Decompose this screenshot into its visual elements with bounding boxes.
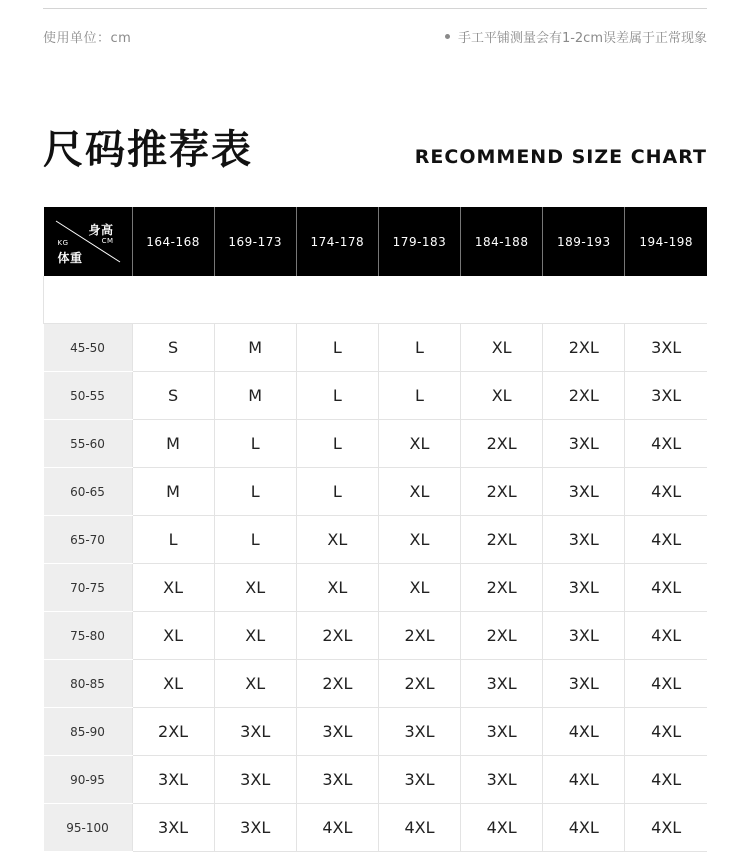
weight-range-cell: 45-50 bbox=[44, 324, 133, 372]
size-cell: S bbox=[132, 372, 214, 420]
size-cell: 3XL bbox=[543, 660, 625, 708]
size-cell: L bbox=[214, 420, 296, 468]
corner-weight-label: 体重 bbox=[57, 251, 83, 265]
table-row bbox=[44, 612, 708, 660]
size-cell: 3XL bbox=[296, 756, 378, 804]
height-column-header: 189-193 bbox=[543, 207, 625, 276]
size-cell: 2XL bbox=[296, 660, 378, 708]
size-chart-table bbox=[43, 207, 707, 852]
table-row bbox=[44, 516, 708, 564]
table-row bbox=[44, 420, 708, 468]
size-cell: XL bbox=[214, 564, 296, 612]
size-cell: XL bbox=[378, 420, 460, 468]
size-cell: L bbox=[214, 468, 296, 516]
size-cell: 2XL bbox=[461, 612, 543, 660]
size-cell: L bbox=[296, 372, 378, 420]
weight-range-cell: 85-90 bbox=[44, 708, 133, 756]
size-cell: 4XL bbox=[543, 804, 625, 852]
size-cell: 3XL bbox=[214, 756, 296, 804]
size-cell: L bbox=[132, 516, 214, 564]
size-cell: 2XL bbox=[543, 324, 625, 372]
size-cell: 4XL bbox=[625, 804, 707, 852]
size-cell: 4XL bbox=[543, 708, 625, 756]
table-row bbox=[44, 372, 708, 420]
size-cell: 4XL bbox=[625, 612, 707, 660]
size-cell: XL bbox=[461, 372, 543, 420]
size-cell: 2XL bbox=[461, 468, 543, 516]
size-cell: 3XL bbox=[132, 804, 214, 852]
size-cell: 4XL bbox=[543, 756, 625, 804]
size-cell: M bbox=[214, 324, 296, 372]
page-title-en: RECOMMEND SIZE CHART bbox=[414, 146, 707, 168]
weight-range-cell: 70-75 bbox=[44, 564, 133, 612]
weight-range-cell: 60-65 bbox=[44, 468, 133, 516]
size-cell: XL bbox=[214, 612, 296, 660]
height-column-header: 169-173 bbox=[214, 207, 296, 276]
size-cell: XL bbox=[378, 564, 460, 612]
size-cell: 4XL bbox=[625, 708, 707, 756]
size-cell: 3XL bbox=[132, 756, 214, 804]
weight-range-cell: 95-100 bbox=[44, 804, 133, 852]
height-column-header: 184-188 bbox=[461, 207, 543, 276]
table-corner-cell bbox=[44, 207, 133, 276]
unit-label: 使用单位：cm bbox=[43, 31, 132, 46]
weight-range-cell: 55-60 bbox=[44, 420, 133, 468]
size-cell: L bbox=[378, 372, 460, 420]
size-cell: 4XL bbox=[625, 660, 707, 708]
size-cell: 2XL bbox=[461, 564, 543, 612]
size-cell: 3XL bbox=[296, 708, 378, 756]
height-column-header: 174-178 bbox=[296, 207, 378, 276]
size-cell: 2XL bbox=[378, 612, 460, 660]
table-row bbox=[44, 804, 708, 852]
size-cell: 4XL bbox=[625, 516, 707, 564]
weight-range-cell: 80-85 bbox=[44, 660, 133, 708]
size-cell: 2XL bbox=[378, 660, 460, 708]
size-cell: 3XL bbox=[461, 708, 543, 756]
table-row bbox=[44, 324, 708, 372]
page-title-cn: 尺码推荐表 bbox=[43, 127, 253, 173]
measurement-note bbox=[445, 27, 707, 46]
size-cell: 3XL bbox=[461, 660, 543, 708]
corner-weight-unit: KG bbox=[57, 239, 69, 247]
weight-range-cell: 65-70 bbox=[44, 516, 133, 564]
measurement-note-text: 手工平铺测量会有1-2cm误差属于正常现象 bbox=[457, 31, 707, 46]
size-cell: XL bbox=[378, 468, 460, 516]
size-cell: M bbox=[132, 420, 214, 468]
size-cell: M bbox=[132, 468, 214, 516]
size-cell: 4XL bbox=[461, 804, 543, 852]
size-cell: M bbox=[214, 372, 296, 420]
size-cell: L bbox=[296, 468, 378, 516]
size-cell: XL bbox=[296, 564, 378, 612]
size-cell: 4XL bbox=[625, 420, 707, 468]
size-cell: 2XL bbox=[132, 708, 214, 756]
size-cell: L bbox=[296, 420, 378, 468]
size-cell: L bbox=[378, 324, 460, 372]
size-cell: 3XL bbox=[461, 756, 543, 804]
size-cell: 3XL bbox=[543, 420, 625, 468]
size-cell: 3XL bbox=[214, 804, 296, 852]
size-cell: 3XL bbox=[543, 516, 625, 564]
size-cell: 2XL bbox=[461, 420, 543, 468]
size-cell: 3XL bbox=[214, 708, 296, 756]
height-column-header: 164-168 bbox=[132, 207, 214, 276]
bullet-dot-icon bbox=[445, 34, 450, 39]
size-cell: 3XL bbox=[543, 612, 625, 660]
size-cell: 4XL bbox=[378, 804, 460, 852]
size-cell: 3XL bbox=[543, 468, 625, 516]
table-header-row bbox=[44, 207, 708, 276]
top-divider bbox=[43, 8, 707, 9]
table-row bbox=[44, 660, 708, 708]
size-cell: XL bbox=[132, 612, 214, 660]
corner-height-label: 身高 bbox=[88, 223, 114, 237]
height-column-header: 179-183 bbox=[378, 207, 460, 276]
size-cell: S bbox=[132, 324, 214, 372]
size-cell: 4XL bbox=[625, 468, 707, 516]
table-row bbox=[44, 708, 708, 756]
size-cell: L bbox=[296, 324, 378, 372]
size-cell: XL bbox=[378, 516, 460, 564]
size-cell: XL bbox=[132, 564, 214, 612]
size-cell: L bbox=[214, 516, 296, 564]
weight-range-cell: 90-95 bbox=[44, 756, 133, 804]
weight-range-cell: 75-80 bbox=[44, 612, 133, 660]
size-cell: 3XL bbox=[543, 564, 625, 612]
size-cell: 3XL bbox=[625, 372, 707, 420]
size-cell: 2XL bbox=[543, 372, 625, 420]
size-cell: XL bbox=[296, 516, 378, 564]
size-cell: 4XL bbox=[625, 756, 707, 804]
size-cell: 2XL bbox=[296, 612, 378, 660]
table-row bbox=[44, 756, 708, 804]
table-row bbox=[44, 468, 708, 516]
corner-height-unit: CM bbox=[101, 237, 114, 245]
size-cell: 3XL bbox=[625, 324, 707, 372]
table-row bbox=[44, 564, 708, 612]
height-column-header: 194-198 bbox=[625, 207, 707, 276]
size-cell: 4XL bbox=[625, 564, 707, 612]
size-cell: 3XL bbox=[378, 708, 460, 756]
size-cell: 2XL bbox=[461, 516, 543, 564]
header-spacer bbox=[44, 276, 708, 324]
size-cell: 4XL bbox=[296, 804, 378, 852]
weight-range-cell: 50-55 bbox=[44, 372, 133, 420]
size-cell: XL bbox=[461, 324, 543, 372]
size-cell: XL bbox=[214, 660, 296, 708]
size-cell: 3XL bbox=[378, 756, 460, 804]
size-cell: XL bbox=[132, 660, 214, 708]
